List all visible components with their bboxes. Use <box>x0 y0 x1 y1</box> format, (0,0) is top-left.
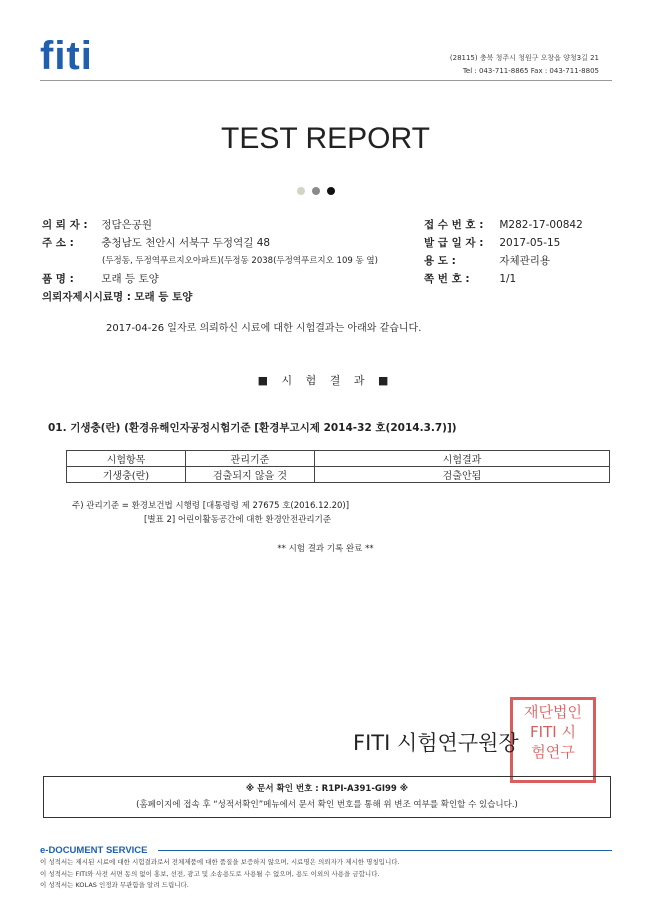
table-row <box>67 467 610 483</box>
cell-standard: 검출되지 않을 것 <box>186 467 315 483</box>
header-standard: 관리기준 <box>186 451 315 467</box>
signature-text: FITI 시험연구원장 <box>353 731 519 755</box>
client-info <box>42 216 378 306</box>
footer-disclaimer <box>40 857 400 892</box>
report-meta <box>424 216 583 288</box>
end-note: ** 시험 결과 기록 완료 ** <box>277 544 374 554</box>
address-label: 주 소 : <box>42 237 74 249</box>
intro-text: 2017-04-26 일자로 의뢰하신 시료에 대한 시험결과는 아래와 같습니다. <box>106 323 422 334</box>
address-value-2: (두정동, 두정역푸르지오아파트)(두정동 2038(두정역푸르지오 109 동 옆) <box>102 256 378 266</box>
note-line-1: 주) 관리기준 = 환경보건법 시행령 [대통령령 제 27675 호(2016.12.20)] <box>72 501 350 511</box>
sample-value: 모래 등 토양 <box>134 291 193 303</box>
verification-code: ※ 문서 확인 번호 : R1PI-A391-GI99 ※ <box>245 784 409 794</box>
title-dots <box>297 180 342 199</box>
dot-mid <box>312 187 320 195</box>
edocument-divider <box>158 850 612 851</box>
section-title: ■ 시 험 결 과 ■ <box>257 374 394 387</box>
results-table <box>66 450 610 483</box>
note-line-2: [별표 2] 어린이활동공간에 대한 환경안전관리기준 <box>144 515 332 525</box>
address-line: (28115) 충북 청주시 청원구 오창읍 양청3길 21 <box>449 54 599 62</box>
page-value: 1/1 <box>499 273 517 285</box>
footer-line-2: 이 성적서는 FITI와 사전 서면 동의 없이 홍보, 선전, 광고 및 소송용도로 사용될 수 없으며, 용도 이외의 사용을 금합니다. <box>40 869 380 878</box>
verification-desc: (홈페이지에 접속 후 “성적서확인”메뉴에서 문서 확인 번호를 통해 위 변조 여부를 확인할 수 있습니다.) <box>136 800 518 810</box>
header-address <box>450 52 599 78</box>
item-value: 모래 등 토양 <box>101 273 159 285</box>
cell-result: 검출안됨 <box>315 467 610 483</box>
use-label: 용 도 : <box>424 255 456 267</box>
official-seal: 재단법인 FITI 시 험연구 <box>510 697 596 783</box>
dot-dark <box>327 187 335 195</box>
edocument-service-title: e-DOCUMENT SERVICE <box>40 845 148 856</box>
issue-label: 발 급 일 자 : <box>424 237 484 249</box>
dot-light <box>297 187 305 195</box>
use-value: 자체관리용 <box>499 255 551 267</box>
item-label: 품 명 : <box>42 273 74 285</box>
address-value-1: 충청남도 천안시 서북구 두정역길 48 <box>101 237 271 249</box>
verification-box <box>43 776 611 818</box>
receipt-value: M282-17-00842 <box>499 219 583 231</box>
header-result: 시험결과 <box>315 451 610 467</box>
requester-label: 의 뢰 자 : <box>42 219 88 231</box>
fiti-logo: fiti <box>40 34 93 78</box>
sample-label: 의뢰자제시시료명 : <box>42 291 131 303</box>
contact-line: Tel : 043-711-8865 Fax : 043-711-8805 <box>462 67 599 75</box>
header-item: 시험항목 <box>67 451 186 467</box>
requester-value: 정담은공원 <box>101 219 153 231</box>
page-label: 쪽 번 호 : <box>424 273 470 285</box>
report-title: TEST REPORT <box>221 122 430 155</box>
receipt-label: 접 수 번 호 : <box>424 219 484 231</box>
table-header-row <box>67 451 610 467</box>
header-divider <box>40 80 612 81</box>
item-heading: 01. 기생충(란) (환경유해인자공정시험기준 [환경부고시제 2014-32 호(2014.3.7)]) <box>48 422 457 434</box>
footer-line-3: 이 성적서는 KOLAS 인정과 무관함을 알려 드립니다. <box>40 881 189 889</box>
footer-line-1: 이 성적서는 제시된 시료에 대한 시험결과로서 전체제품에 대한 품질을 보증하지 않으며, 시료명은 의뢰자가 제시한 명칭입니다. <box>40 858 400 866</box>
issue-value: 2017-05-15 <box>499 237 561 249</box>
cell-item: 기생충(란) <box>67 467 186 483</box>
